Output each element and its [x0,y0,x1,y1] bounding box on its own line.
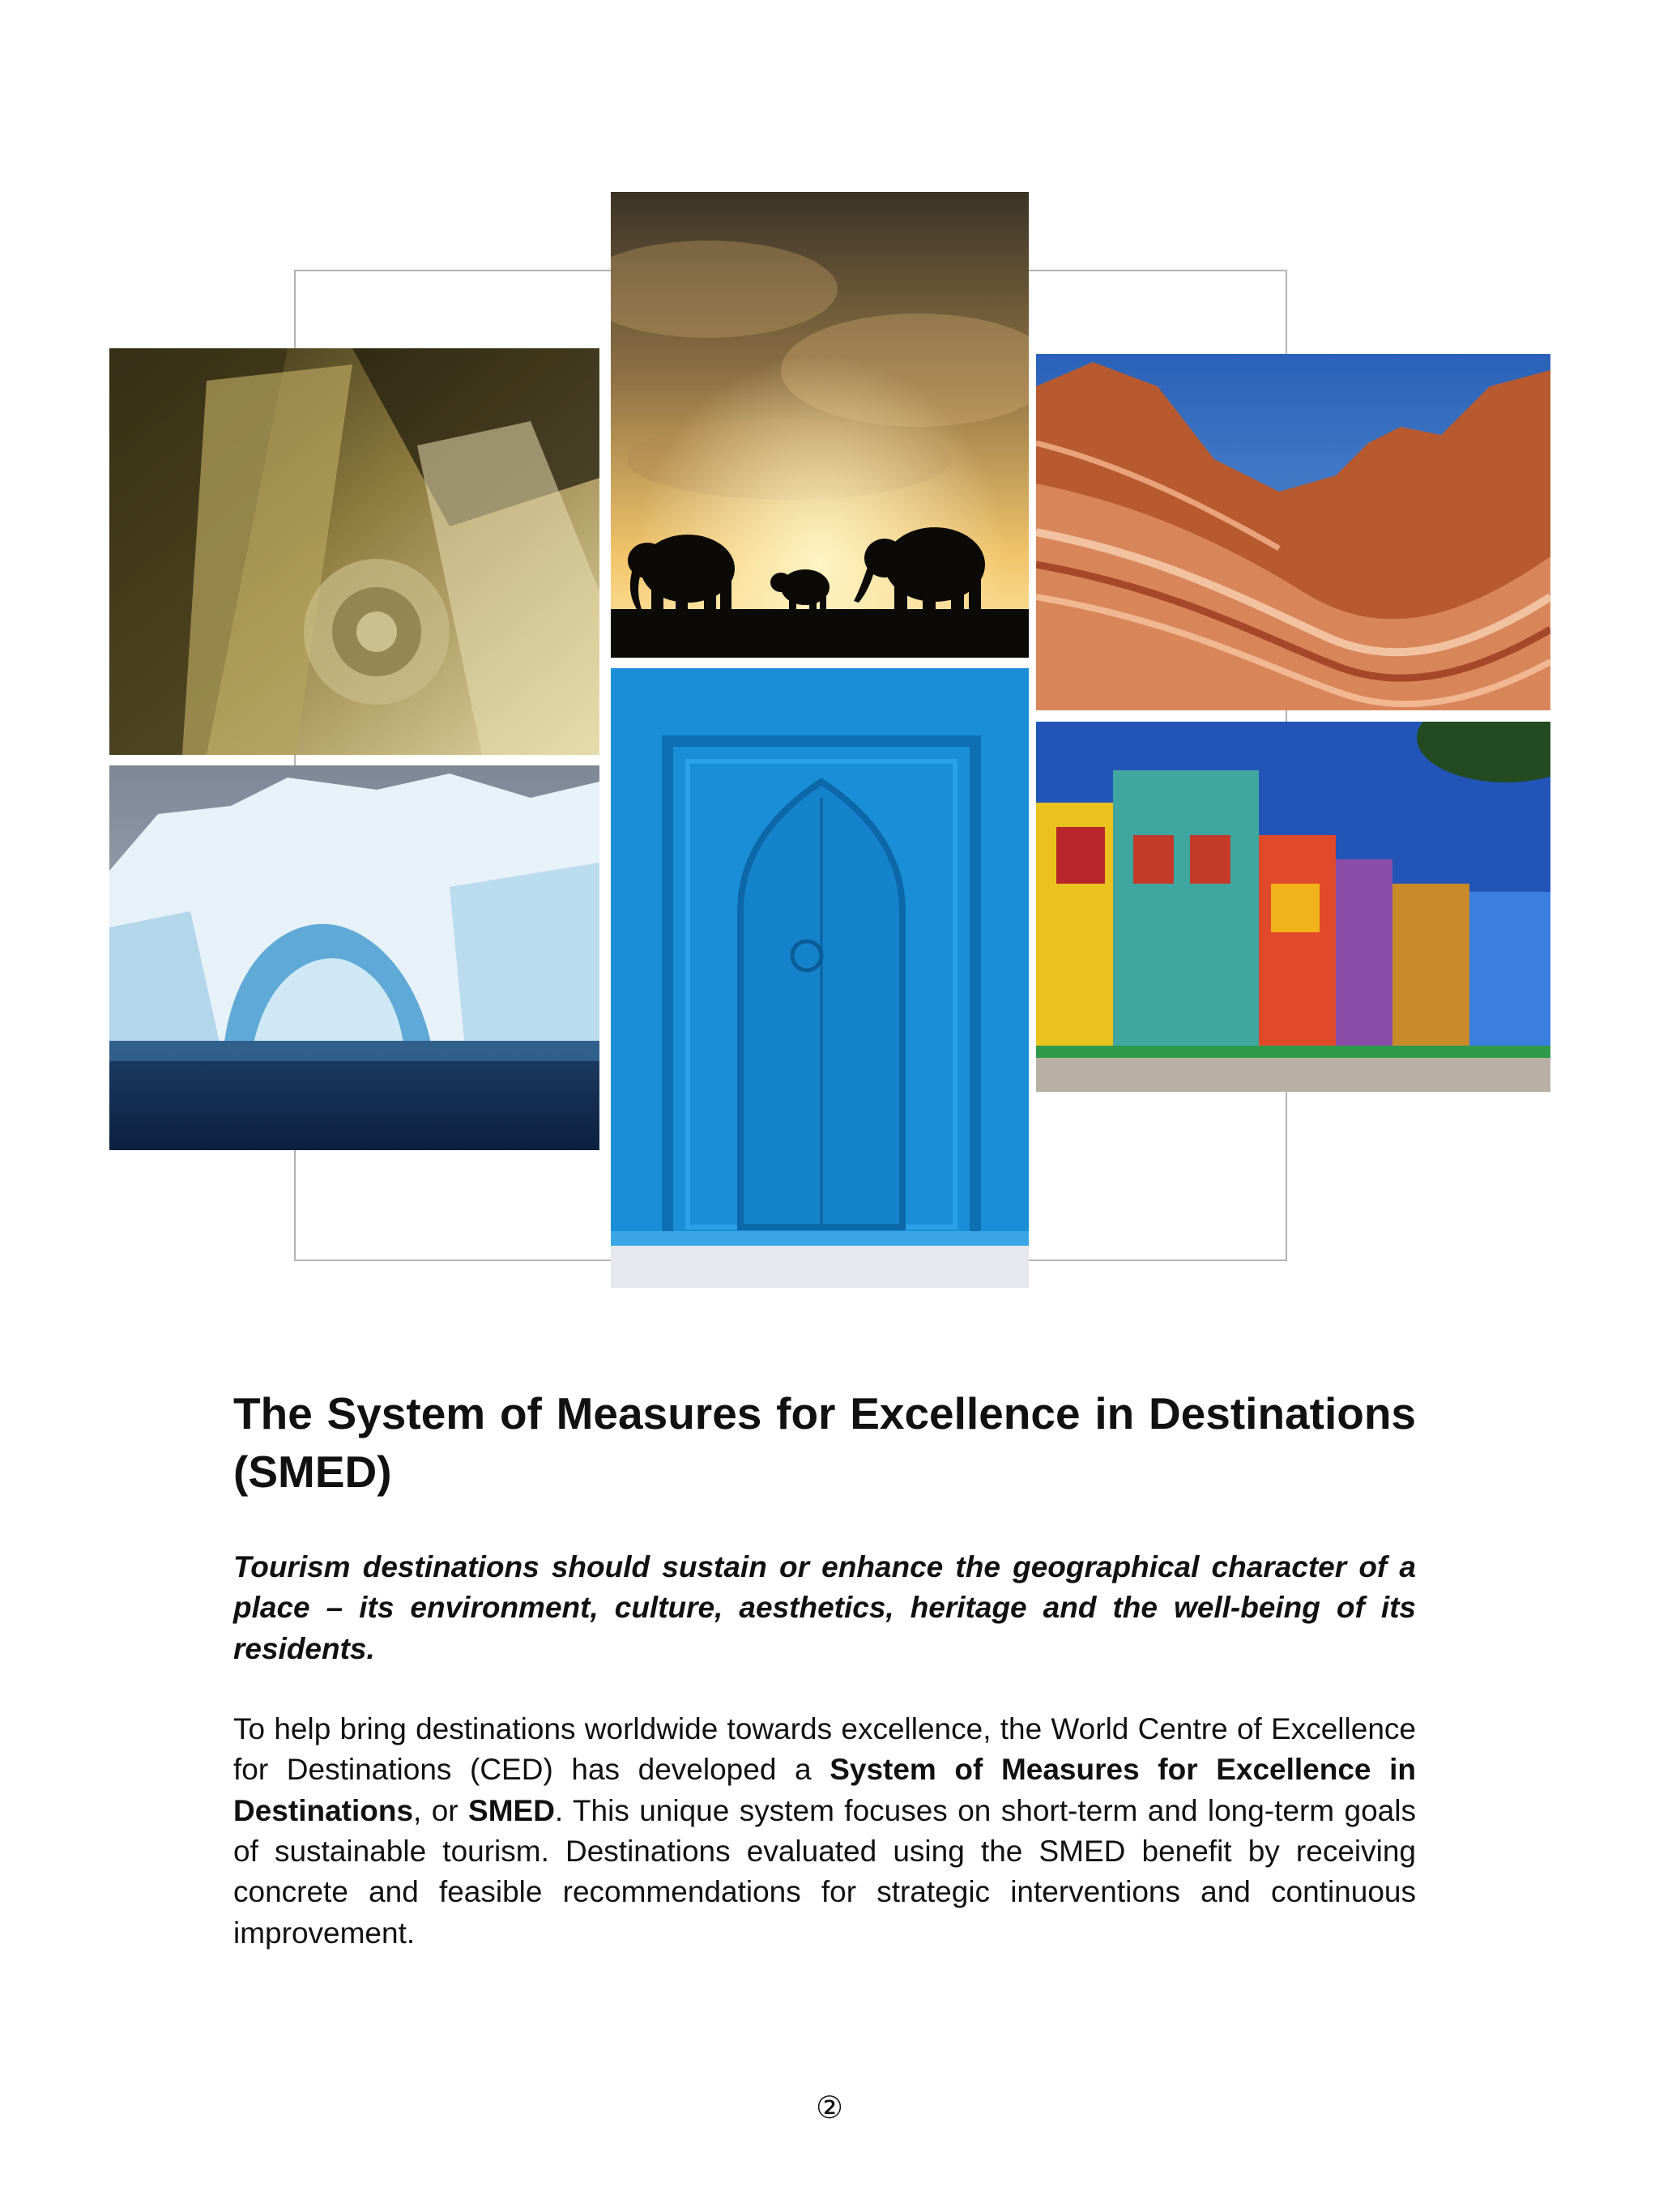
lead-paragraph: Tourism destinations should sustain or enhance the geographical character of a place – its environment, culture, aesthetics, heritage and the well-being of its residents. [233,1550,1416,1665]
page-number: ② [815,2090,844,2125]
body-text-part: , or [413,1793,469,1827]
colorful-houses-photo [1036,722,1550,1092]
body-bold-smed: SMED [468,1793,555,1827]
architecture-column-capital-photo [109,348,599,755]
body-text-part: . This unique system focuses on short-term and long-term goals of sustainable tourism. Destinations evaluated using the SMED benefit by receiving concrete and feasible recommendations for strategic interventions and continuous improvement. [233,1793,1416,1950]
body-paragraph [233,1709,1416,1954]
elephants-sunset-photo [611,192,1029,658]
sandstone-wave-canyon-photo [1036,354,1550,710]
iceberg-arch-photo [109,765,599,1150]
body-bold-smed-full: System of Measures for Excellence in Destinations [233,1753,1416,1827]
page-title: The System of Measures for Excellence in Destinations (SMED) [233,1388,1416,1497]
body-text-part: To help bring destinations worldwide towards excellence, the World Centre of Excellence for Destinations (CED) has developed a [233,1712,1416,1787]
blue-moorish-door-photo [611,668,1029,1288]
